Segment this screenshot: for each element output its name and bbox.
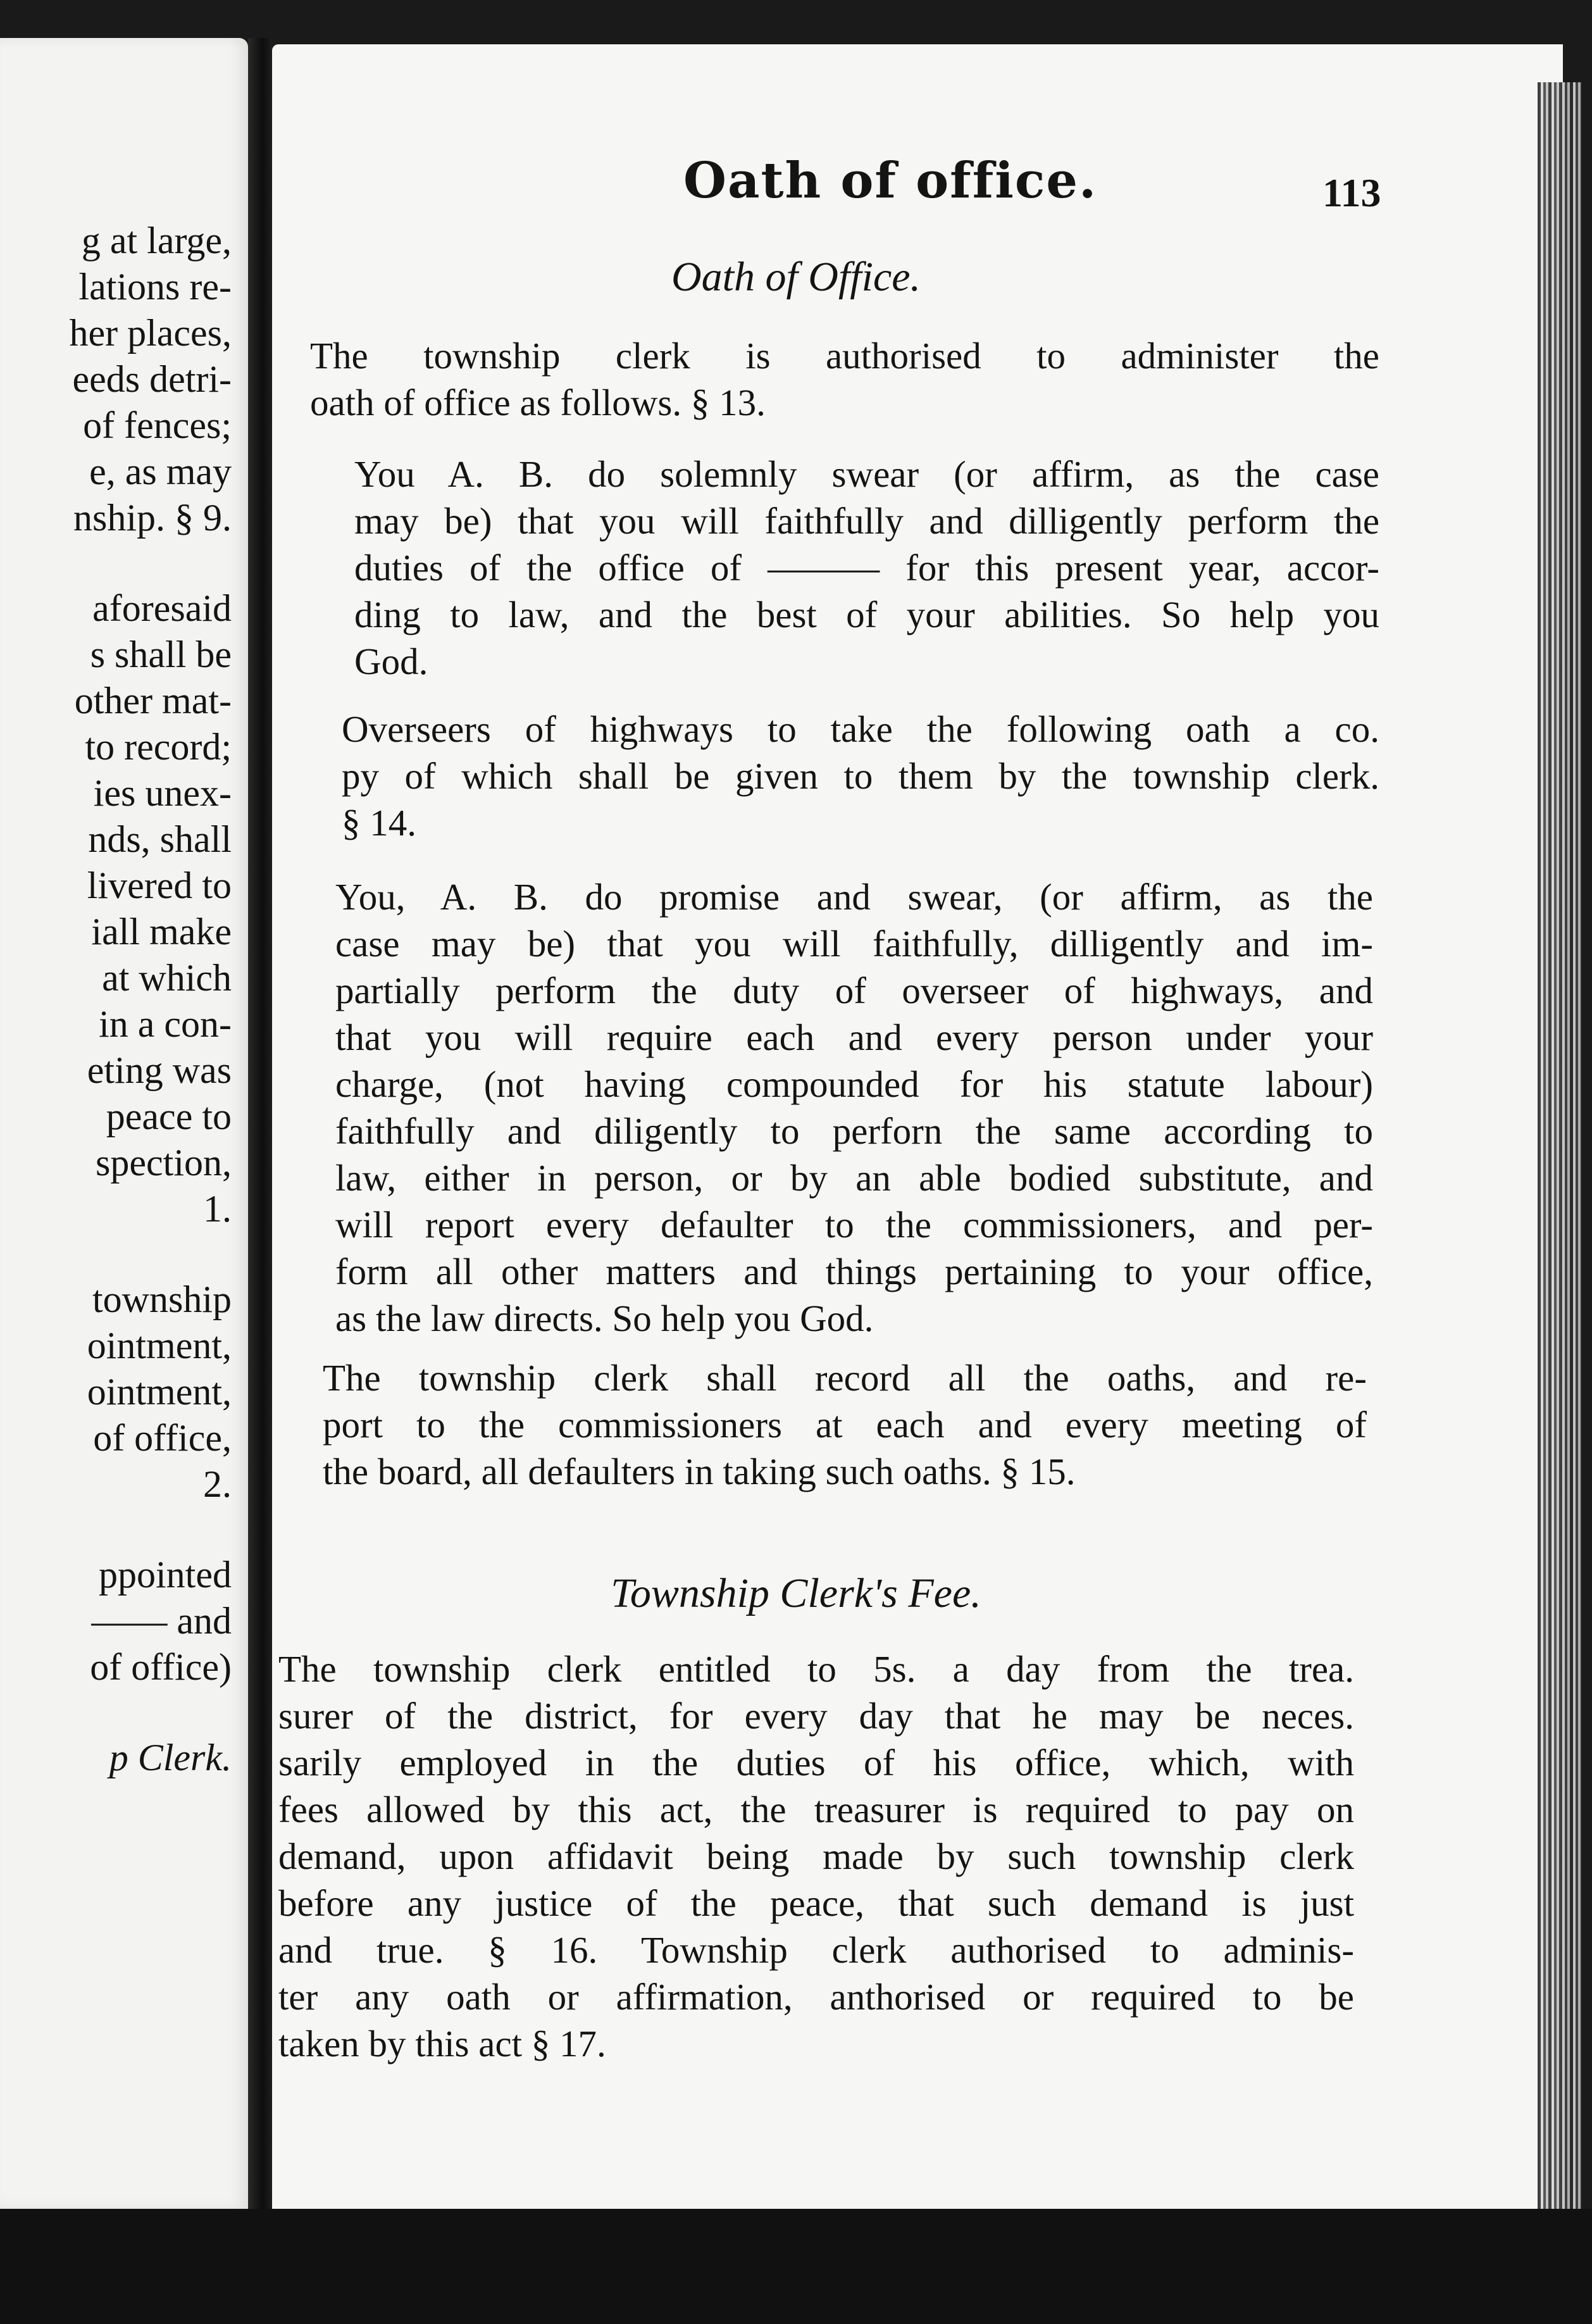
text-line: law, either in person, or by an able bodied substitute, and <box>335 1157 1373 1199</box>
section-heading-fee: Township Clerk's Fee. <box>611 1570 981 1616</box>
facing-page-line: lations re- <box>78 266 232 308</box>
text-line: before any justice of the peace, that such demand is just <box>278 1882 1354 1924</box>
text-line: oath of office as follows. § 13. <box>310 382 766 423</box>
facing-page-line: livered to <box>87 865 232 906</box>
facing-page-line: —— and <box>91 1600 232 1642</box>
paragraph-4 <box>335 873 1373 1342</box>
facing-page-line: at which <box>102 957 232 999</box>
text-line: that you will require each and every person under your <box>335 1016 1373 1058</box>
facing-page-line: spection, <box>96 1142 232 1184</box>
facing-page-line: aforesaid <box>92 587 232 629</box>
text-line: § 14. <box>342 802 416 844</box>
text-line: case may be) that you will faithfully, dilligently and im- <box>335 923 1373 965</box>
paragraph-3 <box>342 706 1379 846</box>
facing-page-line: ies unex- <box>93 772 232 814</box>
facing-page-line: p Clerk. <box>109 1737 232 1778</box>
text-line: The township clerk shall record all the oaths, and re- <box>323 1357 1367 1399</box>
facing-page-line: s shall be <box>90 634 232 675</box>
text-line: will report every defaulter to the commissioners, and per- <box>335 1204 1373 1246</box>
text-line: may be) that you will faithfully and dilligently perform the <box>354 500 1379 542</box>
paragraph-6 <box>278 1646 1354 2067</box>
paragraph-5 <box>323 1354 1367 1495</box>
section-heading-oath: Oath of Office. <box>671 254 921 300</box>
running-head: Oath of office. <box>683 152 1098 209</box>
facing-page-line: nds, shall <box>88 818 232 860</box>
text-line: port to the commissioners at each and every meeting of <box>323 1404 1367 1446</box>
facing-page-line: other mat- <box>74 680 232 722</box>
facing-page-line: ppointed <box>99 1554 232 1596</box>
text-line: the board, all defaulters in taking such oaths. § 15. <box>323 1451 1076 1492</box>
facing-page-line: of office, <box>93 1417 232 1459</box>
facing-page-line: e, as may <box>89 451 232 492</box>
text-line: surer of the district, for every day that he may be neces. <box>278 1695 1354 1737</box>
paragraph-1 <box>310 332 1379 426</box>
facing-page-fragment <box>0 38 248 2209</box>
facing-page-line: eeds detri- <box>72 358 232 400</box>
facing-page-line: peace to <box>106 1096 232 1137</box>
facing-page-line: 1. <box>203 1188 232 1230</box>
facing-page-line: of office) <box>90 1646 232 1688</box>
background-shadow <box>0 2209 1592 2324</box>
text-line: and true. § 16. Township clerk authorised to adminis- <box>278 1929 1354 1971</box>
text-line: faithfully and diligently to perforn the same according to <box>335 1110 1373 1152</box>
facing-page-line: of fences; <box>83 404 232 446</box>
facing-page-line: township <box>92 1278 232 1320</box>
text-line: partially perform the duty of overseer of highways, and <box>335 970 1373 1011</box>
facing-page-line: to record; <box>85 726 232 768</box>
text-line: py of which shall be given to them by the township clerk. <box>342 755 1379 797</box>
facing-page-line: iall make <box>91 911 232 953</box>
paragraph-2 <box>354 451 1379 685</box>
text-line: form all other matters and things pertaining to your office, <box>335 1251 1373 1292</box>
facing-page-line: eting was <box>87 1049 232 1091</box>
text-line: God. <box>354 640 428 682</box>
text-line: demand, upon affidavit being made by such township clerk <box>278 1835 1354 1877</box>
text-line: fees allowed by this act, the treasurer is required to pay on <box>278 1789 1354 1830</box>
facing-page-line: in a con- <box>99 1003 232 1045</box>
text-line: ter any oath or affirmation, anthorised or required to be <box>278 1976 1354 2018</box>
text-line: You, A. B. do promise and swear, (or affirm, as the <box>335 876 1373 918</box>
facing-page-line: her places, <box>69 312 232 354</box>
facing-page-line: 2. <box>203 1463 232 1505</box>
facing-page-line: g at large, <box>81 220 232 261</box>
text-line: charge, (not having compounded for his statute labour) <box>335 1063 1373 1105</box>
page-number: 113 <box>1322 170 1381 215</box>
text-line: The township clerk is authorised to administer the <box>310 335 1379 377</box>
book-gutter <box>248 38 272 2209</box>
text-line: ding to law, and the best of your abilities. So help you <box>354 594 1379 635</box>
text-line: The township clerk entitled to 5s. a day from the trea. <box>278 1648 1354 1690</box>
text-line: duties of the office of ——— for this present year, accor- <box>354 547 1379 589</box>
text-line: Overseers of highways to take the following oath a co. <box>342 708 1379 750</box>
text-line: sarily employed in the duties of his office, which, with <box>278 1742 1354 1784</box>
facing-page-line: ointment, <box>87 1325 232 1366</box>
text-line: as the law directs. So help you God. <box>335 1297 874 1339</box>
text-line: You A. B. do solemnly swear (or affirm, as the case <box>354 453 1379 495</box>
page-edges <box>1538 82 1582 2215</box>
text-line: taken by this act § 17. <box>278 2023 606 2065</box>
facing-page-line: nship. § 9. <box>73 497 232 539</box>
facing-page-line: ointment, <box>87 1371 232 1413</box>
